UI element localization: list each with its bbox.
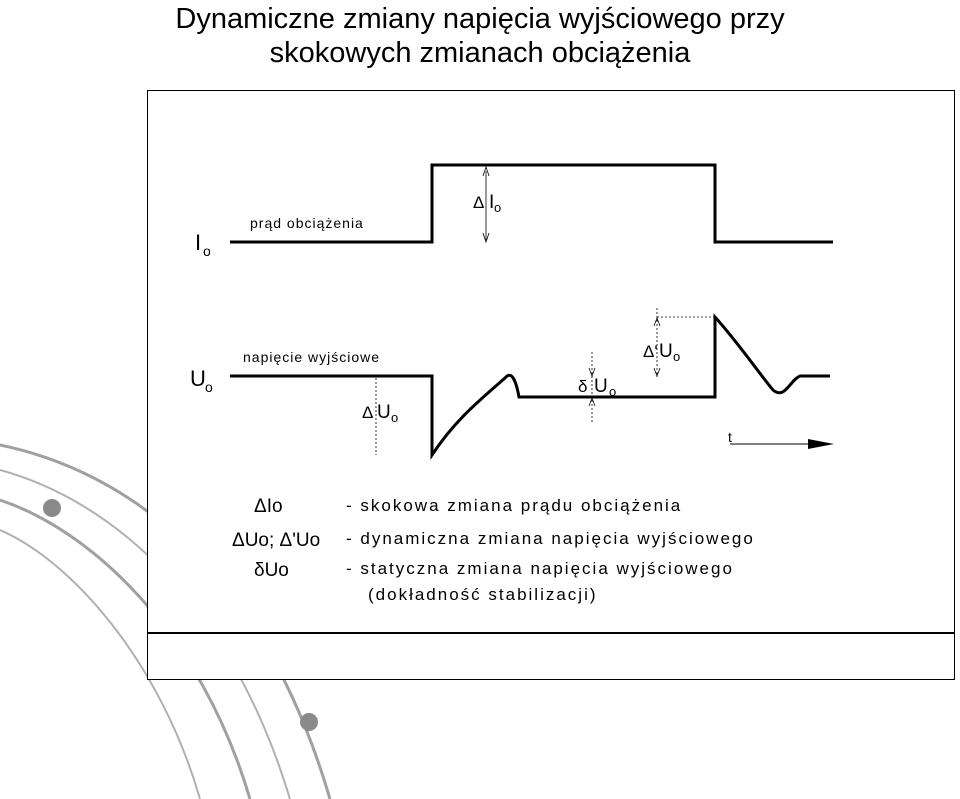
voltage-label: napięcie wyjściowe <box>243 349 381 365</box>
delta-u-symbol: Δ <box>362 403 374 422</box>
overshoot-symbol: Δ' <box>643 342 658 361</box>
delta-i-var: I <box>489 192 495 213</box>
voltage-axis-symbol: U <box>190 366 206 391</box>
current-axis-symbol: I <box>195 230 202 255</box>
legend-text-3: (dokładność stabilizacji) <box>368 585 598 604</box>
time-label: t <box>728 429 732 445</box>
static-delta-sub: o <box>609 384 617 399</box>
voltage-axis-subscript: o <box>205 379 213 395</box>
current-axis-subscript: o <box>203 243 211 259</box>
delta-u-sub: o <box>391 410 399 425</box>
legend <box>232 496 755 604</box>
time-axis-arrowhead <box>808 439 834 449</box>
static-delta-symbol: δ <box>578 377 588 396</box>
legend-symbol-0: ΔIo <box>254 496 283 517</box>
legend-text-1: - dynamiczna zmiana napięcia wyjściowego <box>346 529 755 548</box>
overshoot-var: U <box>659 341 673 362</box>
legend-symbol-2: δUo <box>254 560 289 581</box>
title-line-2: skokowych zmianach obciążenia <box>269 37 691 69</box>
voltage-trace <box>230 317 830 455</box>
delta-i-sub: o <box>494 200 502 215</box>
static-delta-var: U <box>594 376 608 397</box>
legend-text-2: - statyczna zmiana napięcia wyjściowego <box>346 559 734 578</box>
legend-text-0: - skokowa zmiana prądu obciążenia <box>346 496 683 515</box>
overshoot-sub: o <box>673 349 681 364</box>
legend-symbol-1: ΔUo; Δ'Uo <box>232 530 321 551</box>
title-line-1: Dynamiczne zmiany napięcia wyjściowego przy <box>175 3 785 35</box>
delta-u-var: U <box>377 402 391 423</box>
voltage-waveform <box>190 308 834 455</box>
current-label: prąd obciążenia <box>250 215 364 231</box>
current-waveform <box>195 165 833 259</box>
delta-i-symbol: Δ <box>473 193 485 212</box>
